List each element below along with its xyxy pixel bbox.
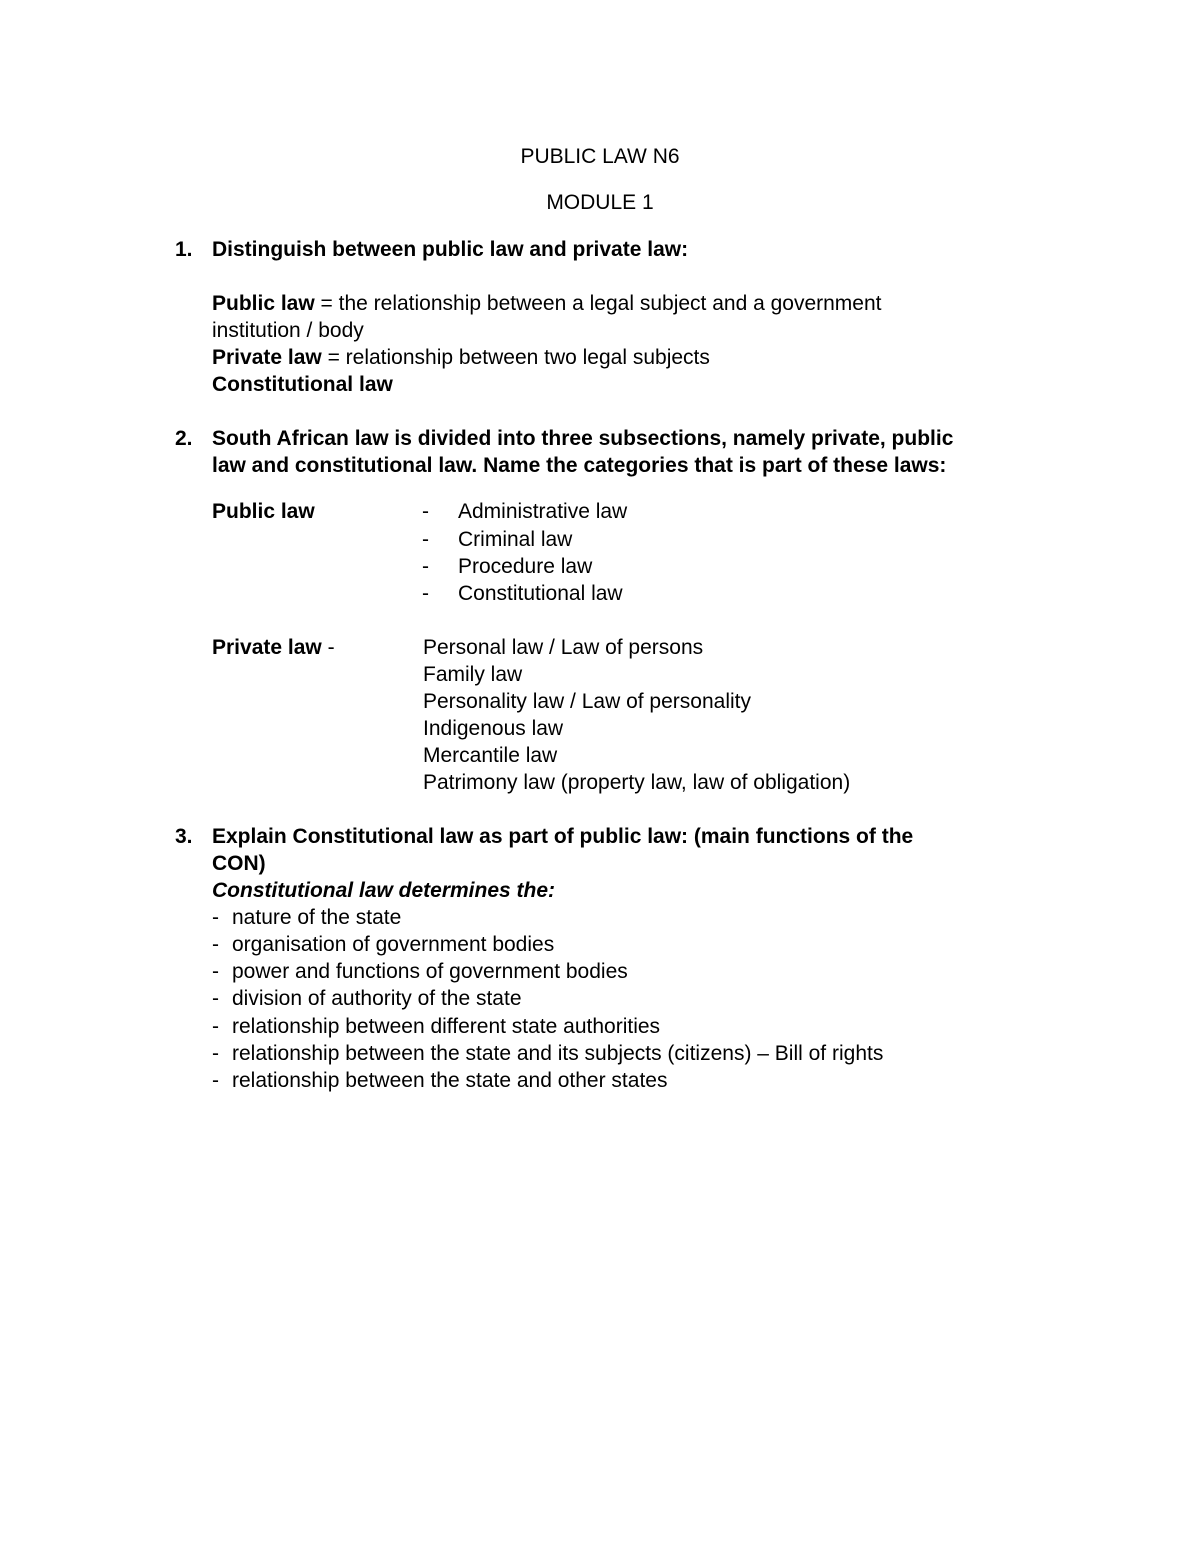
q2-private-law-dash: - — [321, 636, 335, 659]
public-law-definition-cont: institution / body — [212, 319, 364, 342]
constitutional-function-item: relationship between the state and its subjects (citizens) – Bill of rights — [232, 1042, 884, 1065]
list-dash: - — [422, 500, 429, 523]
list-dash: - — [422, 555, 429, 578]
public-law-category: Administrative law — [458, 500, 628, 523]
q2-private-law-label-line — [212, 634, 335, 661]
constitutional-function-item: relationship between different state authorities — [232, 1015, 661, 1038]
public-law-definition — [212, 290, 882, 317]
list-dash: - — [422, 582, 429, 605]
list-dash: - — [212, 987, 219, 1010]
constitutional-function-item: organisation of government bodies — [232, 933, 555, 956]
question-3-text-line-2: CON) — [212, 852, 266, 875]
constitutional-function-item: relationship between the state and other states — [232, 1069, 668, 1092]
list-dash: - — [212, 906, 219, 929]
public-law-category: Criminal law — [458, 528, 573, 551]
question-2-text-line-1: South African law is divided into three subsections, namely private, public — [212, 427, 954, 450]
private-law-category: Family law — [423, 663, 523, 686]
private-law-definition-text: = relationship between two legal subjects — [321, 346, 710, 369]
document-title: PUBLIC LAW N6 — [520, 145, 680, 168]
q2-public-law-label: Public law — [212, 500, 315, 523]
private-law-category: Mercantile law — [423, 744, 558, 767]
question-2-number: 2. — [175, 427, 193, 450]
public-law-definition-text: = the relationship between a legal subject and a government — [314, 292, 882, 315]
private-law-definition — [212, 344, 710, 371]
public-law-category: Procedure law — [458, 555, 593, 578]
constitutional-function-item: division of authority of the state — [232, 987, 522, 1010]
public-law-category: Constitutional law — [458, 582, 623, 605]
list-dash: - — [212, 1069, 219, 1092]
private-law-category: Personality law / Law of personality — [423, 690, 751, 713]
public-law-label: Public law — [212, 292, 315, 315]
private-law-category: Patrimony law (property law, law of obligation) — [423, 771, 851, 794]
question-3-text-line-1: Explain Constitutional law as part of public law: (main functions of the — [212, 825, 914, 848]
module-heading: MODULE 1 — [546, 191, 654, 214]
list-dash: - — [212, 1042, 219, 1065]
constitutional-function-item: nature of the state — [232, 906, 402, 929]
list-dash: - — [212, 960, 219, 983]
question-1-text: Distinguish between public law and private law: — [212, 238, 689, 261]
question-1-number: 1. — [175, 238, 193, 261]
constitutional-function-item: power and functions of government bodies — [232, 960, 628, 983]
private-law-category: Indigenous law — [423, 717, 564, 740]
question-2-text-line-2: law and constitutional law. Name the categories that is part of these laws: — [212, 454, 947, 477]
list-dash: - — [212, 1015, 219, 1038]
private-law-category: Personal law / Law of persons — [423, 636, 704, 659]
list-dash: - — [212, 933, 219, 956]
list-dash: - — [422, 528, 429, 551]
question-3-number: 3. — [175, 825, 193, 848]
private-law-label: Private law — [212, 346, 322, 369]
q2-private-law-label: Private law — [212, 636, 322, 659]
constitutional-law-label: Constitutional law — [212, 373, 393, 396]
constitutional-law-subheading: Constitutional law determines the: — [212, 879, 556, 902]
